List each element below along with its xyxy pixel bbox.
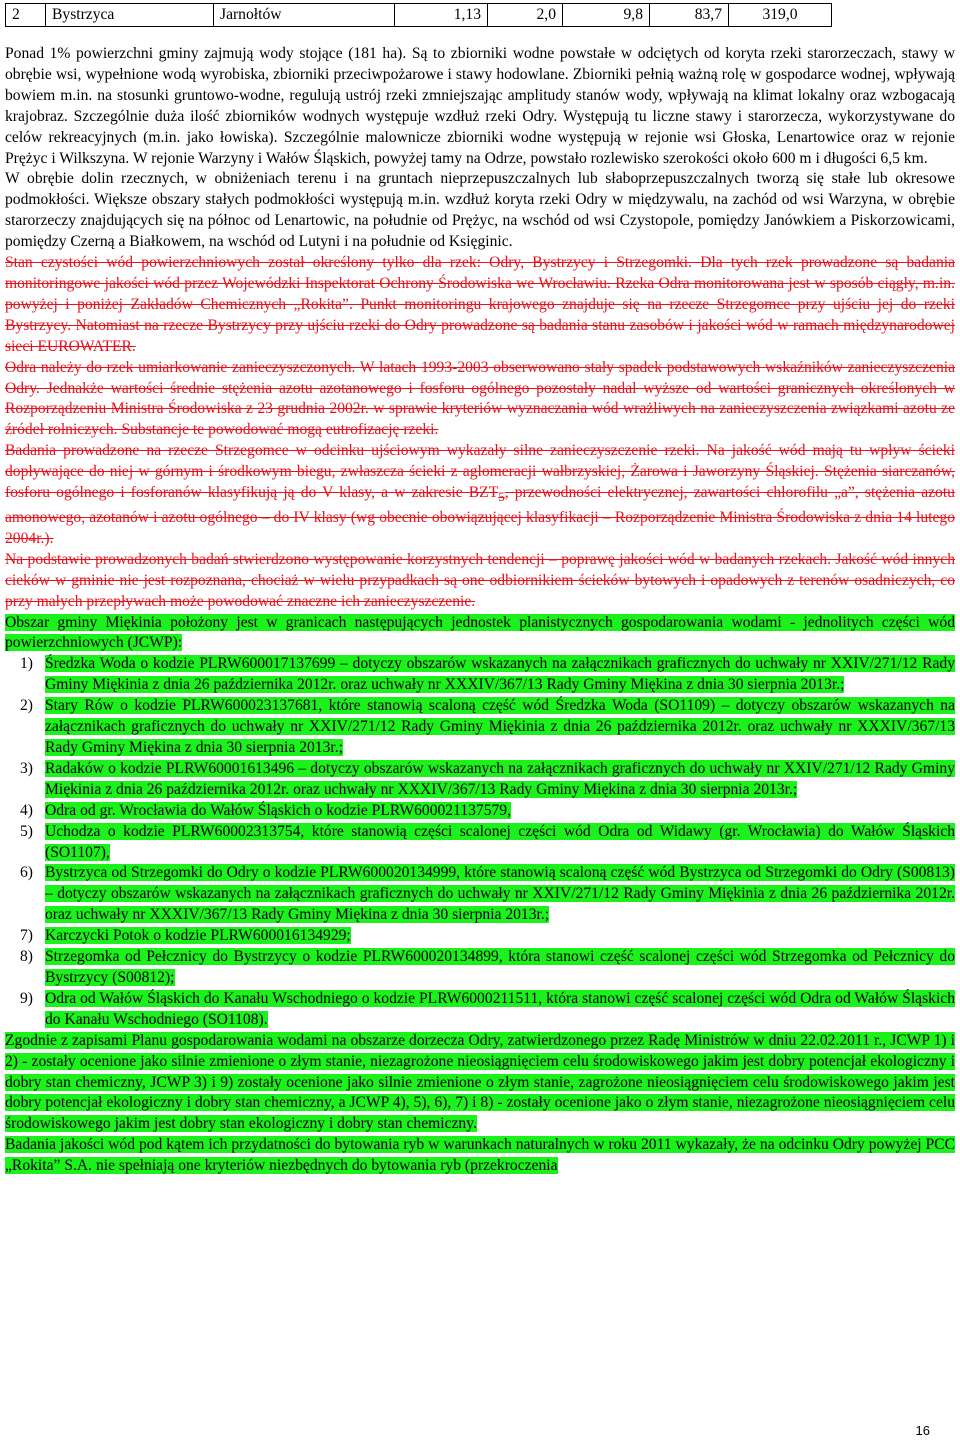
table-cell: 2 (6, 4, 46, 27)
list-item (5, 989, 955, 1031)
table-cell: 2,0 (488, 4, 563, 27)
list-item (5, 654, 955, 696)
list-item-text: Strzegomka od Pełcznicy do Bystrzycy o kodzie PLRW600020134899, która stanowi część scalonej części wód Strzegomka od Pełcznicy do Bystrzycy (S00812); (45, 948, 955, 986)
table-cell: 83,7 (650, 4, 729, 27)
list-item (5, 759, 955, 801)
highlighted-text: Badania jakości wód pod kątem ich przydatności do bytowania ryb w warunkach naturalnych w roku 2011 wykazały, że na odcinku Odry powyżej PCC „Rokita” S.A. nie spełniają one kryteriów niezbędnych do bytowania ryb (przekroczenia (5, 1136, 955, 1175)
list-item (5, 822, 955, 864)
list-item-text: Karczycki Potok o kodzie PLRW600016134929; (45, 927, 351, 945)
struck-text: , przewodności elektrycznej, zawartości chlorofilu „a”, stężenia azotu amonowego, azotanów i azotu ogólnego – do IV klasy (wg obecnie obowiązującej klasyfikacji – Rozporządzenie Ministra Środowiska z dnia 14 lutego 2004r.). (5, 484, 955, 547)
table-cell: 1,13 (395, 4, 488, 27)
table-row (6, 4, 832, 27)
list-item-text: Bystrzyca od Strzegomki do Odry o kodzie PLRW600020134999, które stanowią scaloną część wód Bystrzyca od Strzegomki do Odry (S00813) – dotyczy obszarów wskazanych na załącznikach graficznych do uchwały nr XXIV/271/12 Rady Gminy Miękinia z dnia 26 października 2012r. oraz uchwały nr XXXIV/367/13 Rady Gminy Miękina z dnia 30 sierpnia 2013r.; (45, 864, 955, 924)
list-number: 9) (20, 989, 33, 1007)
list-number: 2) (20, 697, 33, 715)
table-cell: 9,8 (563, 4, 650, 27)
list-item (5, 947, 955, 989)
list-number: 8) (20, 948, 33, 966)
highlighted-text: Zgodnie z zapisami Planu gospodarowania wodami na obszarze dorzecza Odry, zatwierdzonego przez Radę Ministrów w dniu 22.02.2011 r., JCWP 1) i 2) - zostały ocenione jako silnie zmienione o złym stanie, niezagrożone nieosiągnięciem celu środowiskowego jakim jest dobry potencjał ekologiczny i dobry stan chemiczny, JCWP 3) i 9) zostały ocenione jako silnie zmienione o złym stanie, zagrożone nieosiągnięciem celu środowiskowego jakim jest dobry potencjał ekologiczny i dobry stan chemiczny, a JCWP 4), 5), 6), 7) i 8) - zostały ocenione jako o złym stanie, niezagrożone nieosiągnięciem celu środowiskowego jakim jest dobry stan ekologiczny i dobry stan chemiczny. (5, 1031, 955, 1133)
paragraph-wetlands: W obrębie dolin rzecznych, w obniżeniach terenu i na gruntach nieprzepuszczalnych lub słaboprzepuszczalnych tworzą się stałe lub okresowe podmokłości. Większe obszary stałych podmokłości występują m.in. wzdłuż koryta rzeki Odry w międzywalu, na zachód od wsi Warzyna, w obrębie starorzeczy znajdujących się na północ od Lenartowic, na południe od Prężyc, na wschód od wsi Czystopole, pomiędzy Janówkiem a Piskorzowicami, pomiędzy Czerną a Białkowem, na wschód od Lutyni i na południe od Księginic. (5, 170, 955, 251)
data-table (5, 3, 832, 27)
list-number: 6) (20, 864, 33, 882)
subscript: 5 (498, 489, 505, 505)
struck-paragraph-odra: Odra należy do rzek umiarkowanie zanieczyszczonych. W latach 1993-2003 obserwowano stały spadek podstawowych wskaźników zanieczyszczenia Odry. Jednakże wartości średnie stężenia azotu azotanowego i fosforu ogólnego pozostały nadal wyższe od wartości granicznych określonych w Rozporządzeniu Ministra Środowiska z 23 grudnia 2002r. w sprawie kryteriów wyznaczania wód wrażliwych na zanieczyszczenia związkami azotu ze źródeł rolniczych. Substancje te powodować mogą eutrofizację rzeki. (5, 358, 955, 439)
list-item (5, 863, 955, 926)
list-number: 1) (20, 655, 33, 673)
jcwp-list (5, 654, 955, 1030)
highlighted-text: Obszar gminy Miękinia położony jest w granicach następujących jednostek planistycznych gospodarowania wodami - jednolitych części wód powierzchniowych (JCWP): (5, 613, 955, 652)
list-item-text: Stary Rów o kodzie PLRW600023137681, które stanowią scaloną część wód Średzka Woda (SO1109) – dotyczy obszarów wskazanych na załącznikach graficznych do uchwały nr XXIV/271/12 Rady Gminy Miękinia z dnia 26 października 2012r. oraz uchwały nr XXXIV/367/13 Rady Gminy Miękina z dnia 30 sierpnia 2013r.; (45, 697, 955, 757)
document-body (5, 44, 955, 1177)
list-item-text: Uchodza o kodzie PLRW60002313754, które stanowią części scalonej części wód Odra od Widawy (gr. Wrocławia) do Wałów Śląskich (SO1107), (45, 822, 955, 861)
paragraph-jcwp-intro (5, 613, 955, 655)
table-cell: Bystrzyca (46, 4, 214, 27)
list-item-text: Odra od Wałów Śląskich do Kanału Wschodniego o kodzie PLRW6000211511, która stanowi część scalonej części wód Odra od Wałów Śląskich do Kanału Wschodniego (SO1108). (45, 989, 955, 1028)
list-item-text: Radaków o kodzie PLRW60001613496 – dotyczy obszarów wskazanych na załącznikach graficznych do uchwały nr XXIV/271/12 Rady Gminy Miękinia z dnia 26 października 2012r. oraz uchwały nr XXXIV/367/13 Rady Gminy Miękina z dnia 30 sierpnia 2013r.; (45, 759, 955, 798)
list-item-text: Średzka Woda o kodzie PLRW600017137699 – dotyczy obszarów wskazanych na załącznikach graficznych do uchwały nr XXIV/271/12 Rady Gminy Miękinia z dnia 26 października 2012r. oraz uchwały nr XXXIV/367/13 Rady Gminy Miękina z dnia 30 sierpnia 2013r.; (45, 655, 955, 694)
list-item (5, 801, 955, 822)
paragraph-plan-assessment (5, 1031, 955, 1136)
list-item-text: Odra od gr. Wrocławia do Wałów Śląskich o kodzie PLRW600021137579, (45, 801, 512, 819)
list-number: 7) (20, 927, 33, 945)
paragraph-water-bodies: Ponad 1% powierzchni gminy zajmują wody stojące (181 ha). Są to zbiorniki wodne powstałe w odciętych od koryta rzeki starorzeczach, stawy w obrębie wsi, wypełnione wodą wyrobiska, zbiorniki przeciwpożarowe i stawy hodowlane. Zbiorniki pełnią ważną rolę w gospodarce wodnej, wpływają bowiem m.in. na stosunki gruntowo-wodne, regulują ustrój rzeki zmniejszając amplitudy stanów wody, wpływają na klimat lokalny oraz wzbogacają krajobraz. Szczególnie duża ilość zbiorników wodnych występuje wzdłuż rzeki Odry. Występują tu liczne stawy i starorzecza, wykorzystywane do celów rekreacyjnych (m.in. jako łowiska). Szczególnie malownicze zbiorniki wodne występują w rejonie wsi Głoska, Lenartowice oraz w rejonie Prężyc i Wilkszyna. W rejonie Warzyny i Wałów Śląskich, powyżej tamy na Odrze, powstało rozlewisko szerokości około 600 m i długości 6,5 km. (5, 45, 955, 167)
table-cell: Jarnołtów (214, 4, 395, 27)
page-number: 16 (915, 1423, 930, 1438)
list-number: 4) (20, 801, 33, 819)
struck-paragraph-strzegomka (5, 441, 955, 550)
paragraph-fish-study (5, 1135, 955, 1177)
list-number: 3) (20, 759, 33, 777)
list-item (5, 926, 955, 947)
list-number: 5) (20, 822, 33, 840)
struck-text: Badania prowadzone na rzecze Strzegomce w odcinku ujściowym wykazały silne zanieczyszczenie rzeki. Na jakość wód mają tu wpływ ścieki dopływające do niej w górnym i środkowym biegu, zwłaszcza ścieki z aglomeracji wałbrzyskiej, Żarowa i Jaworzyny Śląskiej. Stężenia siarczanów, fosforu ogólnego i fosforanów klasyfikują ją do V klasy, a w zakresie BZT (5, 442, 955, 502)
table-cell: 319,0 (729, 4, 832, 27)
struck-paragraph-tendencies: Na podstawie prowadzonych badań stwierdzono występowanie korzystnych tendencji – poprawę jakości wód w badanych rzekach. Jakość wód innych cieków w gminie nie jest rozpoznana, chociaż w wielu przypadkach są one odbiornikiem ścieków bytowych i opadowych z terenów osadniczych, co przy małych przepływach może powodować znaczne ich zanieczyszczenie. (5, 550, 955, 610)
struck-paragraph-monitoring: Stan czystości wód powierzchniowych został określony tylko dla rzek: Odry, Bystrzycy i Strzegomki. Dla tych rzek prowadzone są badania monitoringowe jakości wód przez Wojewódzki Inspektorat Ochrony Środowiska we Wrocławiu. Rzeka Odra monitorowana jest w sposób ciągły, m.in. powyżej i poniżej Zakładów Chemicznych „Rokita”. Punkt monitoringu krajowego znajduje się na rzecze Strzegomce przy ujściu jej do rzeki Bystrzycy. Natomiast na rzecze Bystrzycy przy ujściu rzeki do Odry prowadzone są badania stanu zasobów i jakości wód w ramach międzynarodowej sieci EUROWATER. (5, 254, 955, 355)
list-item (5, 696, 955, 759)
